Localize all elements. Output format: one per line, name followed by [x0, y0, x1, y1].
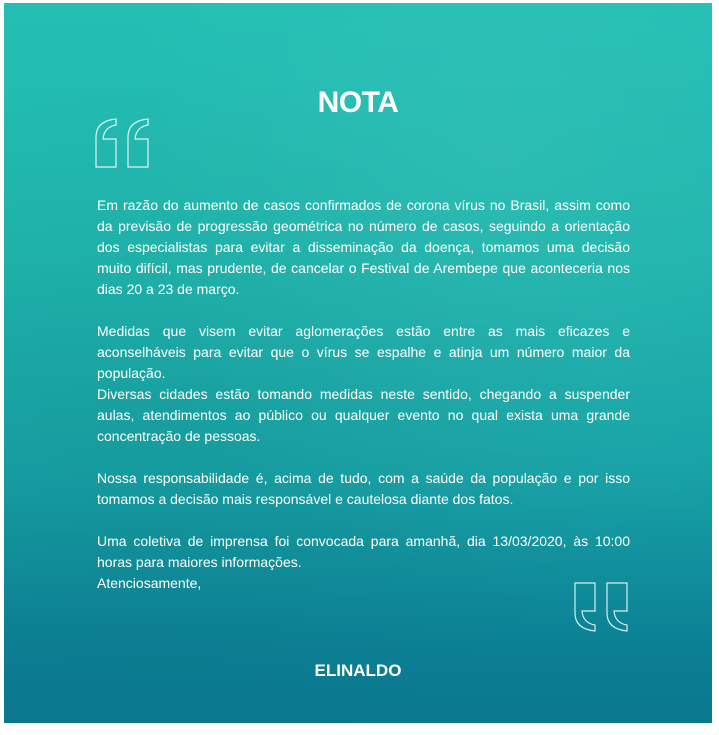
signature-logo: ELINALDO [314, 661, 402, 680]
note-body [97, 195, 630, 594]
paragraph-cancellation: Em razão do aumento de casos confirmados de corona vírus no Brasil, assim como da previsão de progressão geométrica no número de casos, seguindo a orientação dos especialistas para evitar a disseminação da doença, tomamos uma decisão muito difícil, mas prudente, de cancelar o Festival de Arembepe que aconteceria nos dias 20 a 23 de março. [97, 197, 630, 297]
page-title: NOTA [317, 86, 399, 119]
note-card [4, 3, 712, 723]
close-quote-icon [567, 579, 631, 635]
paragraph-press-conference: Uma coletiva de imprensa foi convocada para amanhã, dia 13/03/2020, às 10:00 horas para maiores informações. [97, 533, 630, 570]
paragraph-measures: Medidas que visem evitar aglomerações estão entre as mais eficazes e aconselháveis para evitar que o vírus se espalhe e atinja um número maior da população. [97, 323, 630, 381]
open-quote-icon [92, 115, 156, 171]
paragraph-responsibility: Nossa responsabilidade é, acima de tudo, com a saúde da população e por isso tomamos a decisão mais responsável e cautelosa diante dos fatos. [97, 470, 630, 507]
closing-salutation: Atenciosamente, [97, 575, 202, 591]
paragraph-cities: Diversas cidades estão tomando medidas neste sentido, chegando a suspender aulas, atendimentos ao público ou qualquer evento no qual exista uma grande concentração de pessoas. [97, 386, 630, 444]
